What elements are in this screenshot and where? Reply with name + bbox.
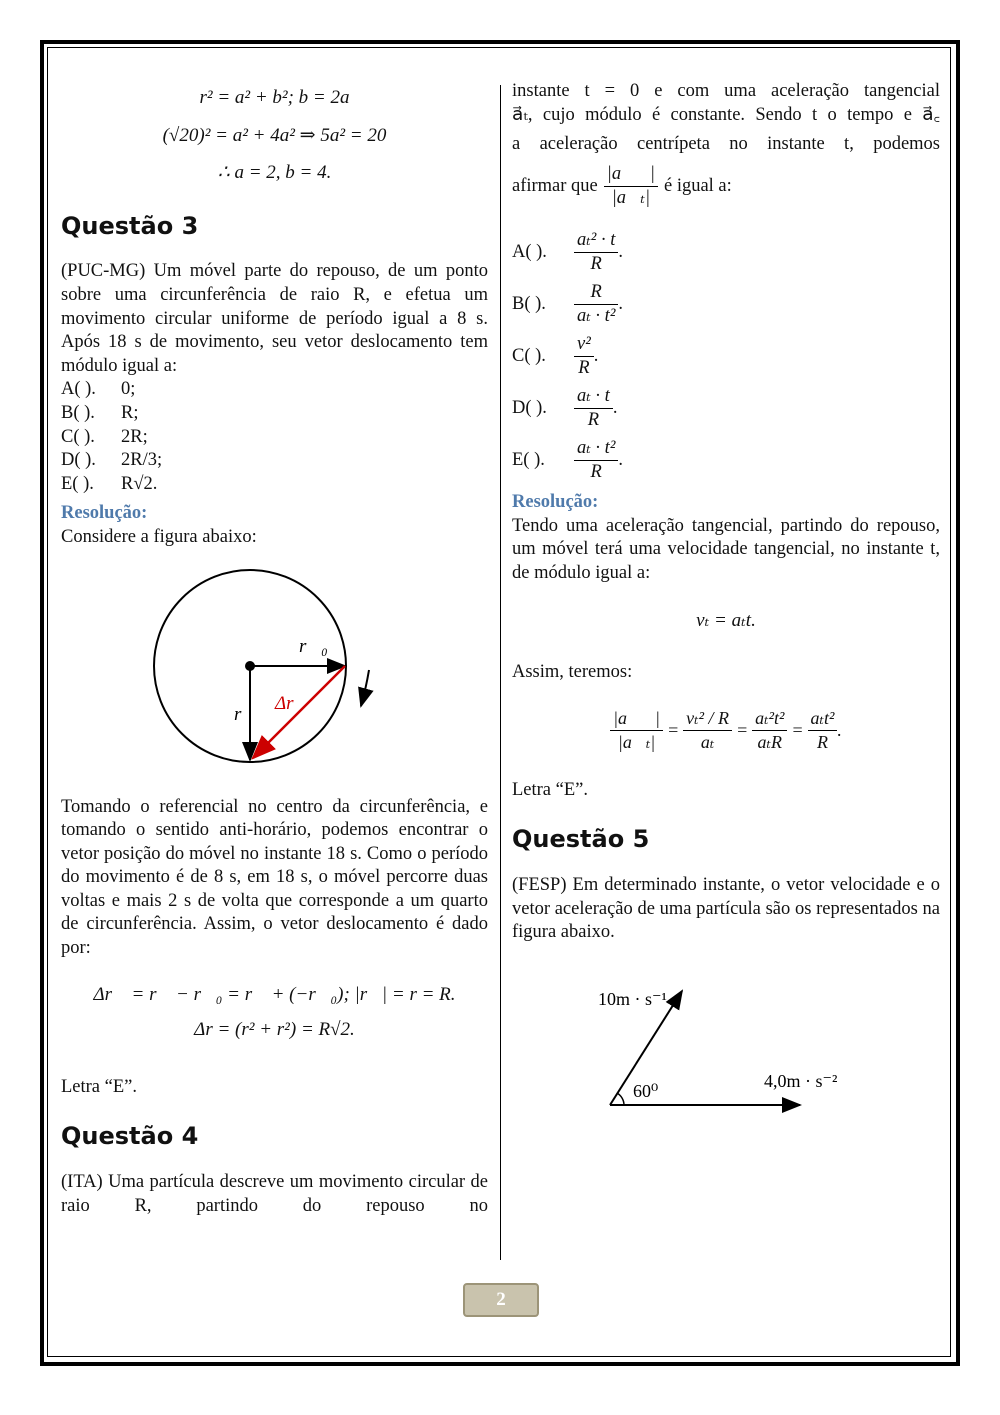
rotation-arrow — [361, 670, 369, 706]
velocity-label: 10m · s⁻¹ — [598, 988, 667, 1009]
acceleration-label: 4,0m · s⁻² — [764, 1070, 838, 1091]
equation-2: (√20)² = a² + 4a² ⇒ 5a² = 20 — [162, 124, 387, 146]
fraction-2: $\frac{\text{vₜ² / R}}{\text{aₜ}}$ — [683, 707, 732, 755]
resolution-text: Tendo uma aceleração tangencial, partindo do repouso, um móvel terá uma velocidade tangencial, no instante t, de módulo igual a: — [512, 515, 940, 583]
angle-arc — [617, 1093, 624, 1105]
assim-text: Assim, teremos: — [512, 661, 633, 682]
afirmar-text: afirmar que — [512, 176, 598, 197]
option-e: E( ). R√2. — [61, 473, 158, 494]
question-4-text: (ITA) Uma partícula descreve um movimento circular de raio R, partindo do repouso no — [61, 1172, 488, 1216]
question-5-text: (FESP) Em determinado instante, o vetor velocidade e o vetor aceleração de uma partícula são os representados na figura abaixo. — [512, 874, 940, 943]
resolution-intro: Considere a figura abaixo: — [61, 526, 257, 547]
fraction-4: $\frac{\text{aₜt²}}{R}$ — [808, 707, 838, 755]
fraction-ac-over-at: $\frac{|a⃗꜀|}{\text{|a⃗ₜ|}}$ — [604, 163, 658, 211]
question-4-answer: Letra “E”. — [512, 779, 588, 800]
equation-vt: vₜ = aₜt. — [696, 610, 756, 632]
question-3-answer: Letra “E”. — [61, 1076, 137, 1097]
option-c: C( ). $\frac{\text{v²}}{R}$ . — [512, 333, 599, 379]
equation-delta-r-magnitude: Δr = (r² + r²) = R√2. — [194, 1019, 355, 1041]
question-5-title: Questão 5 — [512, 825, 650, 854]
page-number: 2 — [463, 1283, 539, 1317]
option-d: D( ). $\frac{\text{aₜ · t}}{R}$ . — [512, 385, 618, 431]
question-3-text: (PUC-MG) Um móvel parte do repouso, de um ponto sobre uma circunferência de raio R, e efetua um movimento circular uniforme de período igual a 8 s. Após 18 s de movimento, seu vetor deslocamento tem módulo igual a: — [61, 261, 488, 376]
right-column — [512, 80, 940, 1125]
circle-figure — [61, 560, 488, 780]
fraction-3: $\frac{\text{aₜ²t²}}{\text{aₜR}}$ — [752, 707, 787, 755]
equation-ratio: $\frac{|a⃗꜀|}{\text{|a⃗ₜ|}}$ = $\frac{\text{vₜ² / R}}{\text{aₜ}}$ = $\frac{\text{aₜ²t²}}{\text{aₜR}}$ = $\frac{\text{aₜt²}}{R}$ . — [512, 707, 940, 755]
angle-label: 60⁰ — [633, 1080, 659, 1101]
question-3-title: Questão 3 — [61, 211, 199, 240]
label-r0: r⃗₀ — [299, 635, 328, 657]
label-delta-r: Δr⃗ — [275, 692, 309, 714]
question-4-title: Questão 4 — [61, 1122, 199, 1151]
vectors-figure — [512, 975, 940, 1125]
option-d: D( ). 2R/3; — [61, 450, 163, 471]
igual-text: é igual a: — [663, 176, 732, 197]
q4-line-3: a aceleração centrípeta no instante t, podemos — [512, 134, 940, 155]
q4-line-2: a⃗ₜ, cujo módulo é constante. Sendo t o tempo e a⃗꜀ — [512, 104, 940, 125]
column-divider — [500, 85, 501, 1260]
q4-question-fraction — [512, 163, 940, 211]
option-b: B( ). $\frac{R}{\text{aₜ · t²}}$ . — [512, 281, 623, 327]
question-3-options — [61, 378, 488, 496]
resolution-label: Resolução: — [512, 491, 599, 512]
left-column — [61, 80, 488, 1218]
resolution-text: Tomando o referencial no centro da circunferência, e tomando o sentido anti-horário, podemos encontrar o vetor posição do móvel no instante 18 s. Como o período do movimento é de 8 s, em 18 s, o móvel percorre duas voltas e mais 2 s de volta que corresponde a um quarto de circunferência. Assim, o vetor deslocamento é dado por: — [61, 796, 488, 959]
equation-3: ∴ a = 2, b = 4. — [217, 162, 332, 184]
fraction-1: $\frac{|a⃗꜀|}{\text{|a⃗ₜ|}}$ — [610, 707, 663, 755]
resolution-label: Resolução: — [61, 503, 148, 524]
label-r: r⃗ — [234, 703, 257, 725]
option-e: E( ). $\frac{\text{aₜ · t²}}{R}$ . — [512, 437, 623, 483]
q4-line-1: instante t = 0 e com uma aceleração tangencial — [512, 81, 940, 101]
question-4-options — [512, 227, 940, 487]
option-b: B( ). R; — [61, 402, 139, 423]
option-c: C( ). 2R; — [61, 426, 148, 447]
option-a: A( ). $\frac{\text{aₜ² · t}}{R}$ . — [512, 229, 623, 275]
option-a: A( ). 0; — [61, 379, 136, 400]
equation-1: r² = a² + b²; b = 2a — [199, 87, 350, 108]
equation-delta-r: Δr⃗ = r⃗ − r⃗₀ = r⃗ + (−r⃗₀); |r⃗| = r = R. — [93, 983, 456, 1005]
